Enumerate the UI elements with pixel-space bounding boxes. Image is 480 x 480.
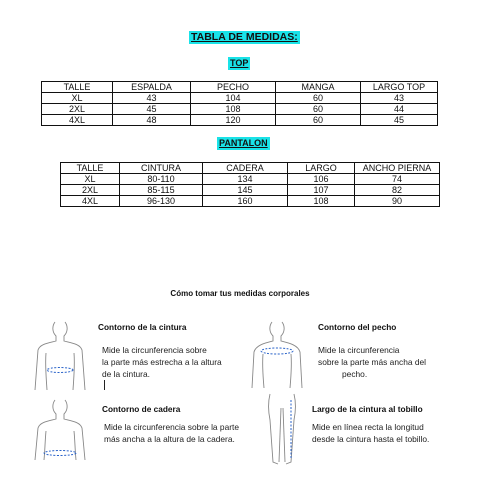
- table-cell: 45: [113, 104, 191, 115]
- table-cell: 48: [113, 115, 191, 126]
- table-cell: XL: [61, 174, 120, 185]
- table-cell: 85-115: [120, 185, 203, 196]
- page-title: TABLA DE MEDIDAS:: [191, 31, 298, 43]
- waist-instructions: [102, 344, 222, 380]
- table-row: [42, 93, 438, 104]
- text-line: de la cintura.: [102, 369, 150, 379]
- header-cell: TALLE: [61, 163, 120, 174]
- table-cell: 106: [288, 174, 355, 185]
- hip-title: Contorno de cadera: [102, 404, 181, 414]
- header-cell: CADERA: [203, 163, 288, 174]
- table-cell: 145: [203, 185, 288, 196]
- table-cell: 104: [191, 93, 276, 104]
- table-row: [61, 185, 440, 196]
- table-header-row: [42, 82, 438, 93]
- text-line: la parte más estrecha a la altura: [102, 357, 222, 367]
- header-cell: PECHO: [191, 82, 276, 93]
- table-cell: XL: [42, 93, 113, 104]
- text-line: Mide la circunferencia sobre: [102, 345, 207, 355]
- header-cell: ESPALDA: [113, 82, 191, 93]
- header-cell: MANGA: [276, 82, 361, 93]
- table-cell: 96-130: [120, 196, 203, 207]
- chest-instructions: [318, 344, 426, 380]
- text-line: más ancha a la altura de la cadera.: [104, 434, 235, 444]
- table-cell: 108: [288, 196, 355, 207]
- header-cell: CINTURA: [120, 163, 203, 174]
- table-cell: 74: [355, 174, 440, 185]
- text-line: Mide la circunferencia sobre la parte: [104, 422, 239, 432]
- table-cell: 107: [288, 185, 355, 196]
- table-cell: 60: [276, 93, 361, 104]
- legs-length-figure: [262, 392, 302, 466]
- guide-title: Cómo tomar tus medidas corporales: [170, 289, 310, 298]
- table-cell: 43: [361, 93, 438, 104]
- top-section-label: TOP: [230, 58, 249, 68]
- torso-waist-figure: [30, 320, 90, 392]
- header-cell: TALLE: [42, 82, 113, 93]
- table-row: [61, 174, 440, 185]
- table-cell: 120: [191, 115, 276, 126]
- table-cell: 160: [203, 196, 288, 207]
- header-cell: LARGO TOP: [361, 82, 438, 93]
- table-cell: 80-110: [120, 174, 203, 185]
- table-cell: 2XL: [61, 185, 120, 196]
- text-line: desde la cintura hasta el tobillo.: [312, 434, 430, 444]
- table-row: [42, 104, 438, 115]
- text-line: sobre la parte más ancha del: [318, 357, 427, 367]
- header-cell: LARGO: [288, 163, 355, 174]
- text-line: pecho.: [342, 369, 368, 379]
- table-cell: 2XL: [42, 104, 113, 115]
- table-cell: 108: [191, 104, 276, 115]
- table-cell: 44: [361, 104, 438, 115]
- header-cell: ANCHO PIERNA: [355, 163, 440, 174]
- torso-chest-figure: [246, 320, 308, 390]
- pantalon-size-table: [60, 162, 440, 207]
- table-row: [61, 196, 440, 207]
- waist-ankle-title: Largo de la cintura al tobillo: [312, 404, 423, 414]
- table-cell: 90: [355, 196, 440, 207]
- table-cell: 134: [203, 174, 288, 185]
- table-cell: 82: [355, 185, 440, 196]
- waist-title: Contorno de la cintura: [98, 322, 187, 332]
- table-cell: 4XL: [61, 196, 120, 207]
- text-cursor: [104, 380, 105, 390]
- torso-hip-figure: [30, 398, 90, 462]
- waist-ankle-instructions: [312, 421, 429, 445]
- table-row: [42, 115, 438, 126]
- chest-title: Contorno del pecho: [318, 322, 397, 332]
- table-header-row: [61, 163, 440, 174]
- hip-instructions: [104, 421, 239, 445]
- pantalon-section-label: PANTALON: [219, 138, 268, 148]
- top-size-table: [41, 81, 438, 126]
- text-line: Mide la circunferencia: [318, 345, 400, 355]
- table-cell: 4XL: [42, 115, 113, 126]
- text-line: Mide en línea recta la longitud: [312, 422, 424, 432]
- table-cell: 60: [276, 115, 361, 126]
- table-cell: 60: [276, 104, 361, 115]
- table-cell: 45: [361, 115, 438, 126]
- table-cell: 43: [113, 93, 191, 104]
